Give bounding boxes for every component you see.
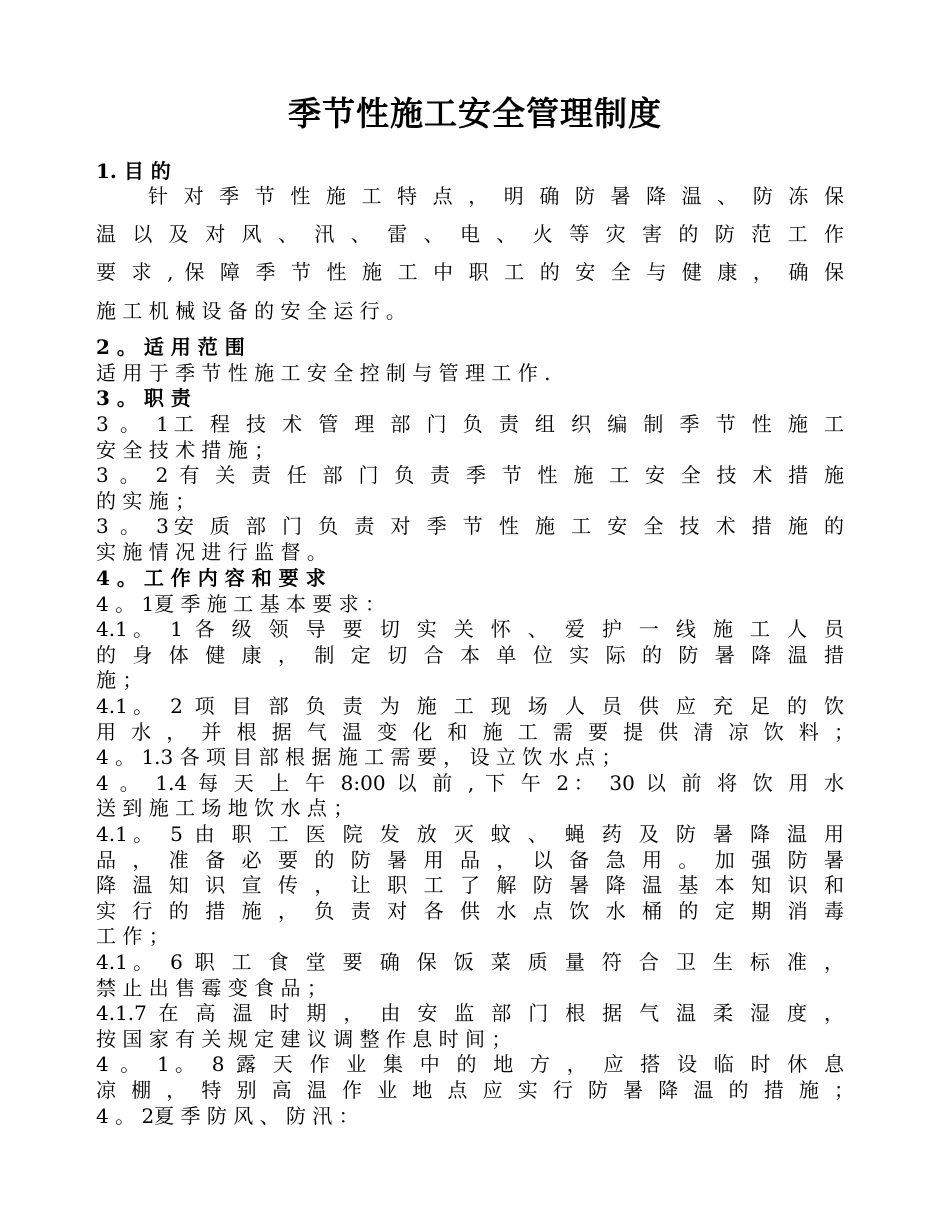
- paragraph-line: 3 。 2 有 关 责 任 部 门 负 责 季 节 性 施 工 安 全 技 术 措 施: [96, 463, 844, 487]
- paragraph-line: 4.1。 2 项 目 部 负 责 为 施 工 现 场 人 员 供 应 充 足 的 饮: [96, 694, 844, 718]
- paragraph-line: 4 。 1夏 季 施 工 基 本 要 求 ：: [96, 592, 386, 616]
- section-4-heading: 4 。 工 作 内 容 和 要 求: [96, 566, 326, 590]
- paragraph-line: 降 温 知 识 宣 传 ， 让 职 工 了 解 防 暑 降 温 基 本 知 识 和: [96, 873, 844, 897]
- paragraph-line: 施 ；: [96, 668, 143, 692]
- paragraph-line: 3 。 3安 质 部 门 负 责 对 季 节 性 施 工 安 全 技 术 措 施 的: [96, 514, 844, 538]
- section-3-heading: 3 。 职 责: [96, 386, 191, 410]
- paragraph-line: 按 国 家 有 关 规 定 建 议 调 整 作 息 时 间 ；: [96, 1027, 512, 1051]
- section-1-heading: 1. 目 的: [96, 159, 171, 183]
- paragraph-line: 禁 止 出 售 霉 变 食 品 ；: [96, 976, 327, 1000]
- paragraph-line: 品 ， 准 备 必 要 的 防 暑 用 品 ， 以 备 急 用 。 加 强 防 暑: [96, 848, 844, 872]
- paragraph-line: 4 。 1。 8 露 天 作 业 集 中 的 地 方 ， 应 搭 设 临 时 休 息: [96, 1052, 844, 1076]
- paragraph-line: 4.1。 1 各 级 领 导 要 切 实 关 怀 、 爱 护 一 线 施 工 人 员: [96, 617, 844, 641]
- paragraph-line: 工 作 ；: [96, 924, 169, 948]
- paragraph-line: 的 身 体 健 康 ， 制 定 切 合 本 单 位 实 际 的 防 暑 降 温 措: [96, 643, 844, 667]
- paragraph-line: 4 。 2夏 季 防 风 、 防 汛 ：: [96, 1104, 359, 1128]
- section-2-heading: 2 。 适 用 范 围: [96, 335, 245, 359]
- paragraph-line: 送 到 施 工 场 地 饮 水 点 ；: [96, 796, 354, 820]
- paragraph-line: 4.1。 5 由 职 工 医 院 发 放 灭 蚊 、 蝇 药 及 防 暑 降 温 用: [96, 822, 844, 846]
- paragraph-line: 4 。 1.3 各 项 目 部 根 据 施 工 需 要 ， 设 立 饮 水 点 ；: [96, 745, 622, 769]
- paragraph-line: 实 施 情 况 进 行 监 督 。: [96, 540, 327, 564]
- paragraph-line: 施 工 机 械 设 备 的 安 全 运 行 。: [96, 299, 406, 323]
- paragraph-line: 实 行 的 措 施 ， 负 责 对 各 供 水 点 饮 水 桶 的 定 期 消 毒: [96, 899, 844, 923]
- paragraph-line: 温 以 及 对 风 、 汛 、 雷 、 电 、 火 等 灾 害 的 防 范 工 作: [96, 222, 844, 246]
- paragraph-line: 安 全 技 术 措 施 ；: [96, 438, 275, 462]
- paragraph-line: 4.1.7 在 高 温 时 期 ， 由 安 监 部 门 根 据 气 温 柔 湿 度 ，: [96, 1001, 844, 1025]
- paragraph-line: 的 实 施 ；: [96, 489, 196, 513]
- document-title: 季节性施工安全管理制度: [288, 94, 662, 133]
- paragraph-line: 4.1。 6 职 工 食 堂 要 确 保 饭 菜 质 量 符 合 卫 生 标 准 ，: [96, 950, 844, 974]
- paragraph-line: 适 用 于 季 节 性 施 工 安 全 控 制 与 管 理 工 作 .: [96, 361, 551, 385]
- paragraph-line: 用 水 ， 并 根 据 气 温 变 化 和 施 工 需 要 提 供 清 凉 饮 料 ；: [96, 720, 854, 744]
- paragraph-line: 3 。 1工 程 技 术 管 理 部 门 负 责 组 织 编 制 季 节 性 施 工: [96, 412, 844, 436]
- paragraph-line: 要 求 , 保 障 季 节 性 施 工 中 职 工 的 安 全 与 健 康 ， 确 保: [96, 260, 844, 284]
- paragraph-line: 4 。 1.4 每 天 上 午 8:00 以 前 , 下 午 2： 30 以 前 将 饮 用 水: [96, 771, 844, 795]
- paragraph-line: 凉 棚 ， 特 别 高 温 作 业 地 点 应 实 行 防 暑 降 温 的 措 施 ；: [96, 1078, 854, 1102]
- paragraph-line: 针 对 季 节 性 施 工 特 点 ， 明 确 防 暑 降 温 、 防 冻 保: [148, 184, 844, 208]
